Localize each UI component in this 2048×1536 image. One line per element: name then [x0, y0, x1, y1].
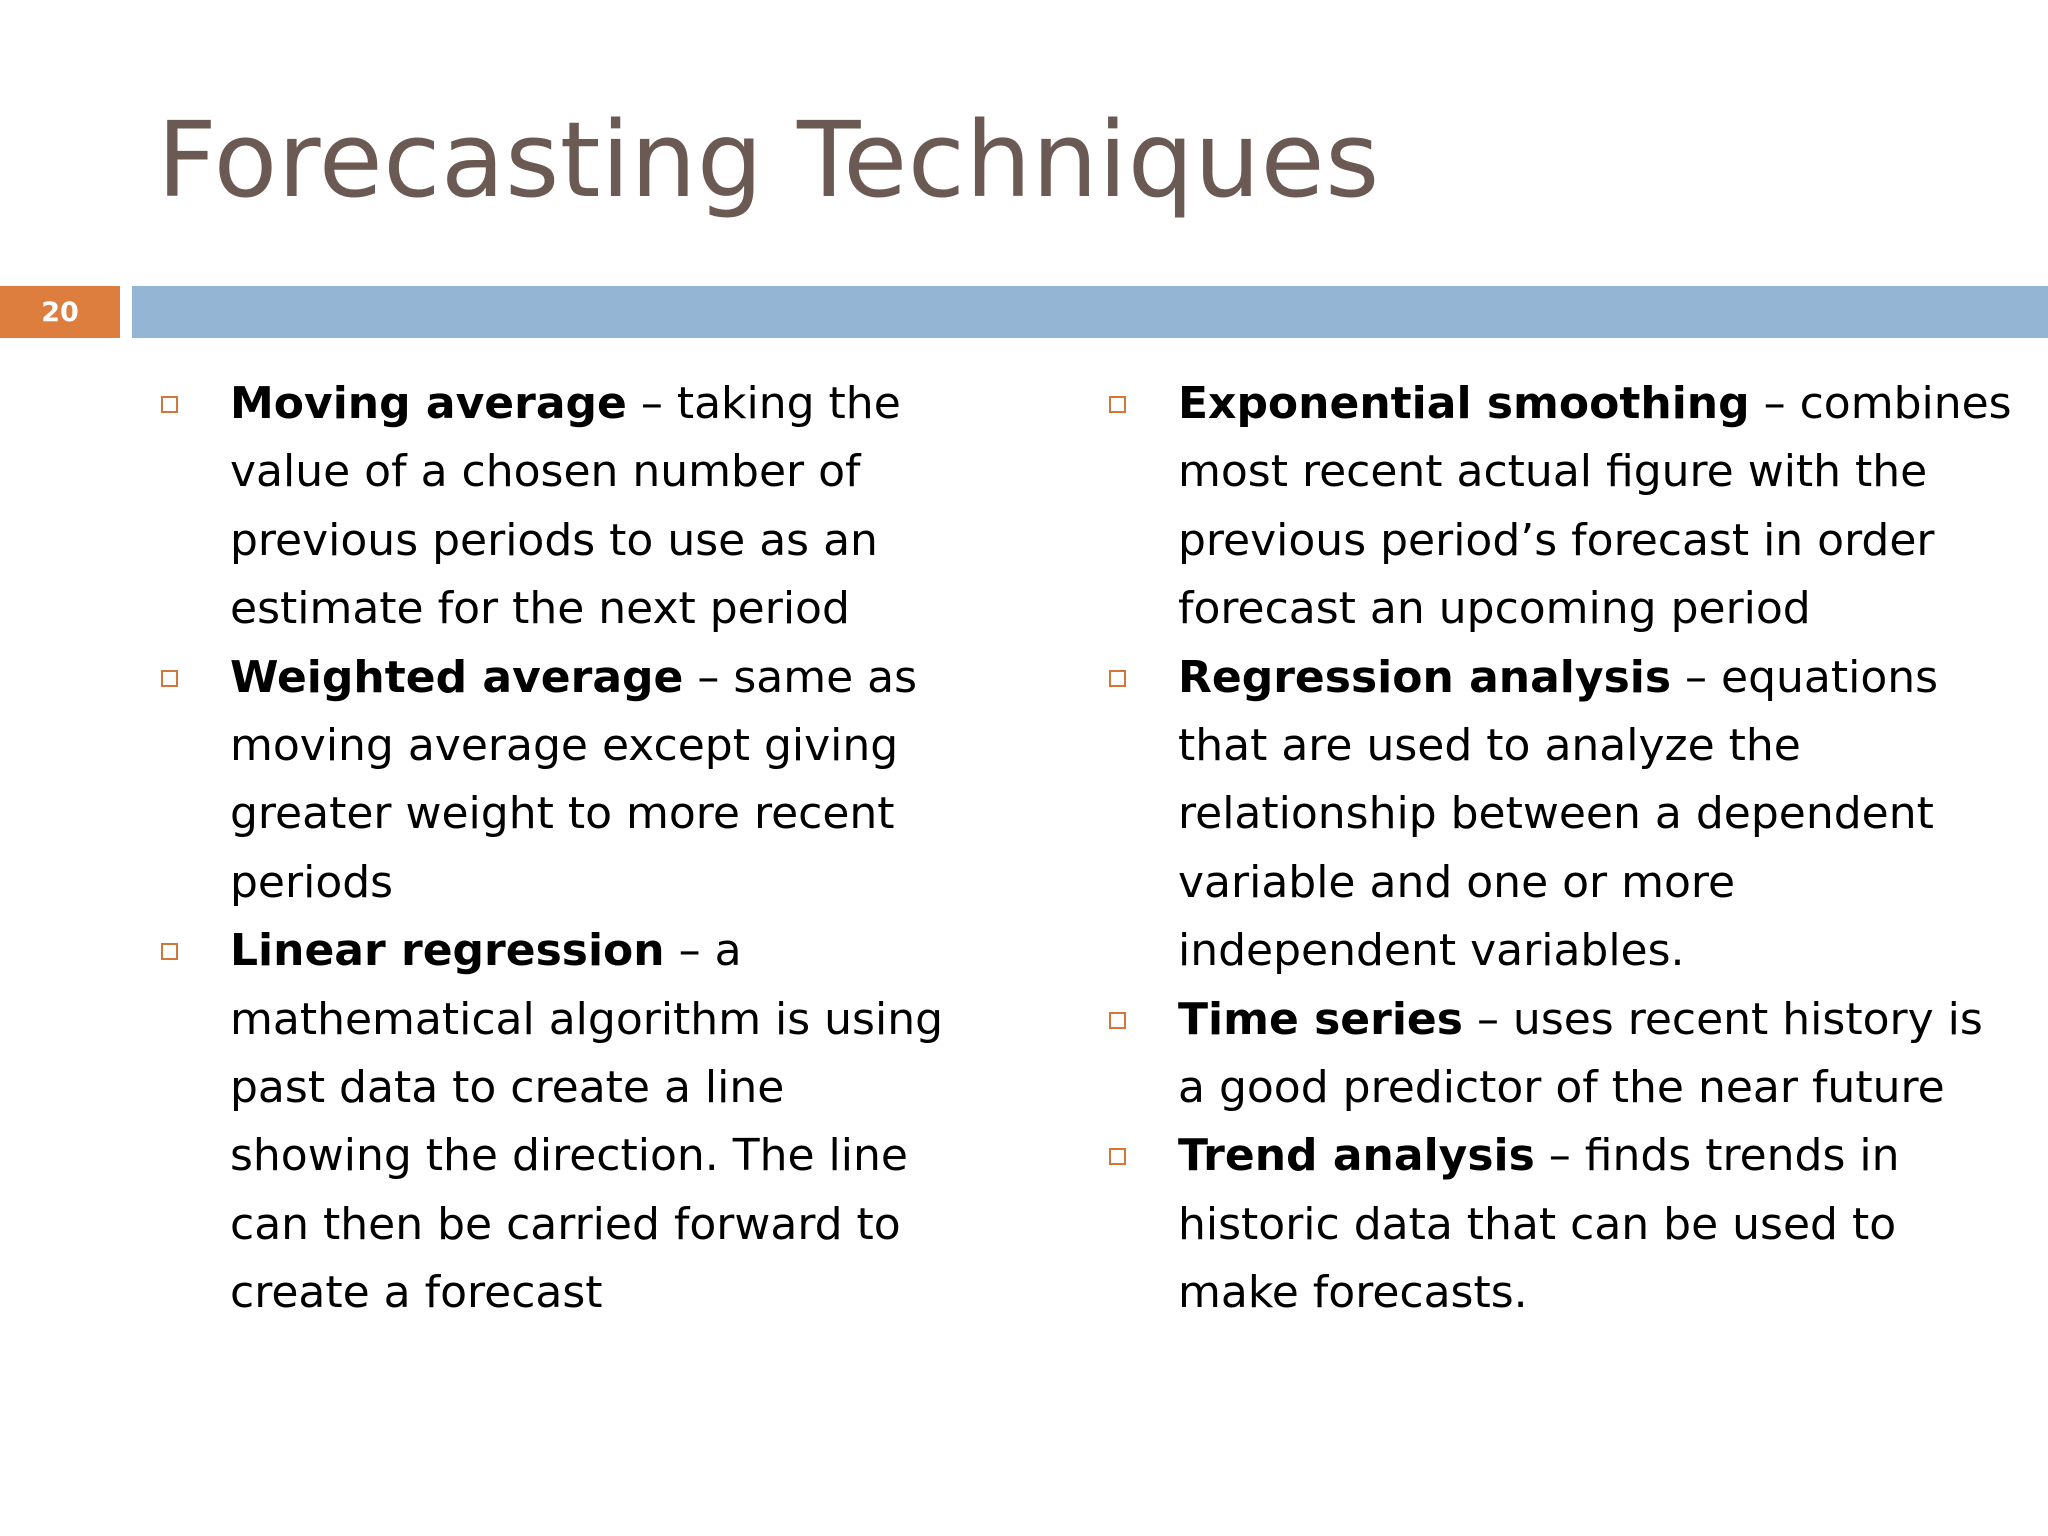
slide-title: Forecasting Techniques: [157, 99, 1380, 221]
slide-number-badge: [0, 286, 120, 338]
bullet-term: Weighted average: [230, 651, 684, 703]
bullet-text: – taking the value of a chosen number of previous periods to use as an estimate for the next period: [230, 378, 901, 635]
bullet-regression-analysis: [1103, 644, 2023, 986]
header-divider-bar: [132, 286, 2048, 338]
bullet-text: – a mathematical algorithm is using past data to create a line showing the direction. The line can then be carried forward to create a forecast: [230, 925, 944, 1319]
bullet-term: Time series: [1178, 993, 1463, 1045]
bullet-text: – uses recent history is a good predictor of the near future: [1178, 993, 1983, 1114]
square-bullet-icon: [161, 943, 178, 960]
slide-number: 20: [41, 296, 79, 328]
bullet-exponential-smoothing: [1103, 370, 2023, 644]
bullet-text: – equations that are used to analyze the relationship between a dependent variable and one or more independent variables.: [1178, 651, 1939, 977]
square-bullet-icon: [1109, 1012, 1126, 1029]
bullet-text: – same as moving average except giving greater weight to more recent periods: [230, 651, 918, 908]
bullet-term: Linear regression: [230, 925, 665, 977]
square-bullet-icon: [161, 670, 178, 687]
square-bullet-icon: [1109, 1148, 1126, 1165]
square-bullet-icon: [161, 396, 178, 413]
square-bullet-icon: [1109, 396, 1126, 413]
bullet-term: Exponential smoothing: [1178, 378, 1750, 429]
bullet-term: Trend analysis: [1178, 1130, 1535, 1182]
bullet-term: Regression analysis: [1178, 651, 1672, 703]
square-bullet-icon: [1109, 670, 1126, 687]
bullet-trend-analysis: [1103, 1122, 2023, 1327]
left-bullet-column: [155, 370, 945, 1328]
bullet-weighted-average: [155, 644, 945, 918]
bullet-text: – combines most recent actual figure with the previous period’s forecast in order forecast an upcoming period: [1178, 378, 2012, 635]
bullet-linear-regression: [155, 917, 945, 1327]
right-bullet-column: [1103, 370, 2023, 1328]
bullet-text: – finds trends in historic data that can be used to make forecasts.: [1178, 1130, 1900, 1319]
bullet-moving-average: [155, 370, 945, 644]
bullet-term: Moving average: [230, 378, 627, 429]
bullet-time-series: [1103, 986, 2023, 1123]
